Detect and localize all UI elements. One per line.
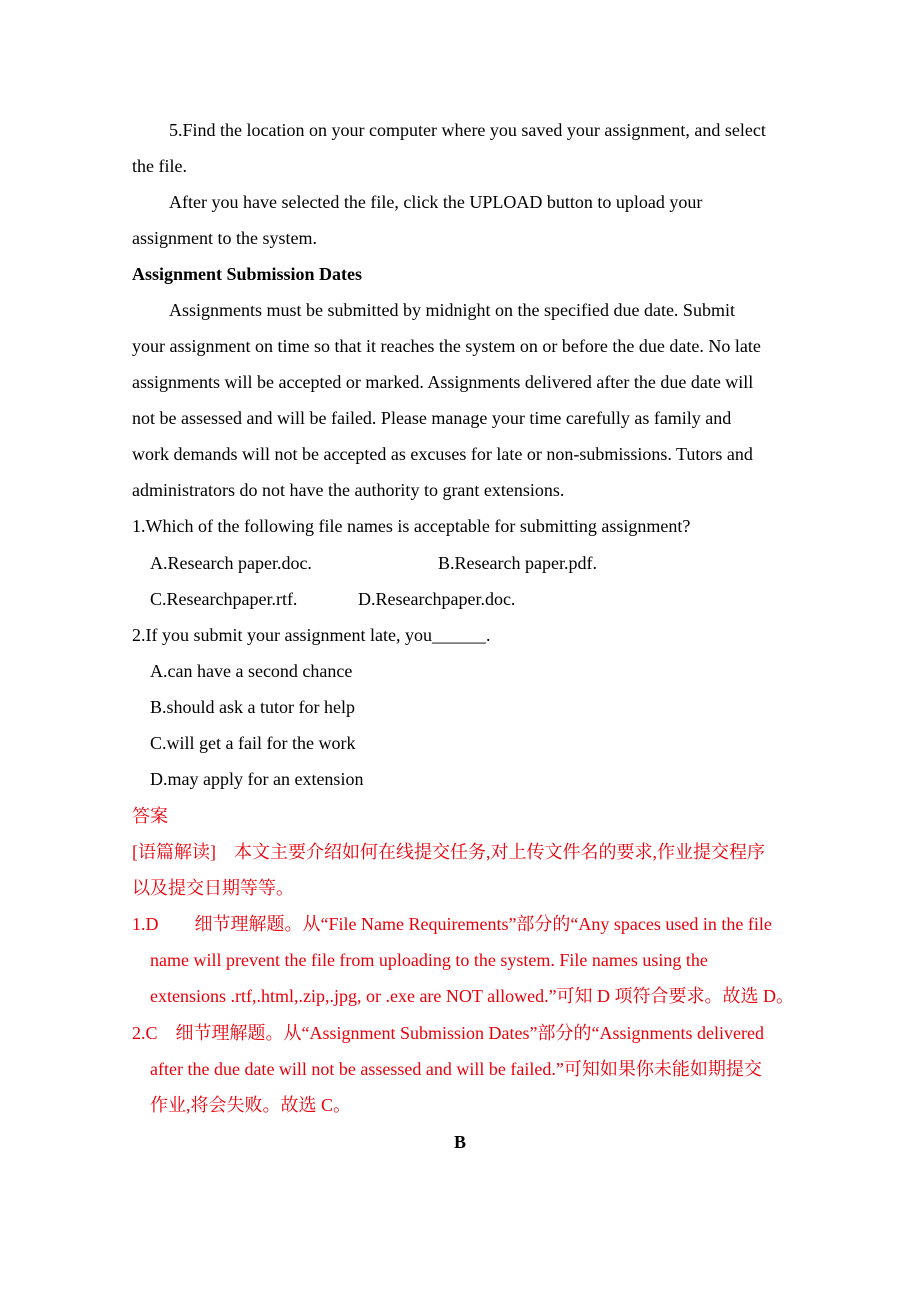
- passage-line: Assignments must be submitted by midnight on the specified due date. Submit: [169, 300, 735, 320]
- section-heading: Assignment Submission Dates: [132, 264, 363, 284]
- question-option: C.will get a fail for the work: [150, 733, 356, 753]
- question-stem: 1.Which of the following file names is acceptable for submitting assignment?: [132, 516, 691, 536]
- passage-line: administrators do not have the authority to grant extensions.: [132, 480, 565, 500]
- passage-line: not be assessed and will be failed. Please manage your time carefully as family and: [132, 408, 732, 428]
- question-option: D.may apply for an extension: [150, 769, 364, 789]
- question-option: A.Research paper.doc.: [150, 553, 312, 573]
- passage-line: the file.: [132, 156, 187, 176]
- passage-line: assignment to the system.: [132, 228, 317, 248]
- question-stem: 2.If you submit your assignment late, you______.: [132, 625, 491, 645]
- answer-explanation: 作业,将会失败。故选 C。: [150, 1095, 352, 1115]
- answer-explanation: 2.C 细节理解题。从“Assignment Submission Dates”部分的“Assignments delivered: [132, 1023, 764, 1043]
- answer-explanation: name will prevent the file from uploading to the system. File names using the: [150, 950, 708, 970]
- answer-explanation: 1.D 细节理解题。从“File Name Requirements”部分的“Any spaces used in the file: [132, 914, 772, 934]
- question-option: B.should ask a tutor for help: [150, 697, 355, 717]
- question-option: C.Researchpaper.rtf.: [150, 589, 298, 609]
- passage-line: After you have selected the file, click the UPLOAD button to upload your: [169, 192, 703, 212]
- question-option: B.Research paper.pdf.: [438, 553, 597, 573]
- answer-label: 答案: [132, 806, 168, 826]
- passage-line: 5.Find the location on your computer where you saved your assignment, and select: [169, 120, 766, 140]
- answer-summary: 以及提交日期等等。: [132, 878, 294, 898]
- passage-line: your assignment on time so that it reaches the system on or before the due date. No late: [132, 336, 761, 356]
- question-option: A.can have a second chance: [150, 661, 353, 681]
- answer-summary: [语篇解读] 本文主要介绍如何在线提交任务,对上传文件名的要求,作业提交程序: [132, 842, 765, 862]
- section-label: B: [453, 1132, 466, 1152]
- answer-explanation: extensions .rtf,.html,.zip,.jpg, or .exe are NOT allowed.”可知 D 项符合要求。故选 D。: [150, 986, 795, 1006]
- answer-explanation: after the due date will not be assessed and will be failed.”可知如果你未能如期提交: [150, 1059, 762, 1079]
- passage-line: assignments will be accepted or marked. Assignments delivered after the due date will: [132, 372, 754, 392]
- question-option: D.Researchpaper.doc.: [358, 589, 516, 609]
- passage-line: work demands will not be accepted as excuses for late or non-submissions. Tutors and: [132, 444, 753, 464]
